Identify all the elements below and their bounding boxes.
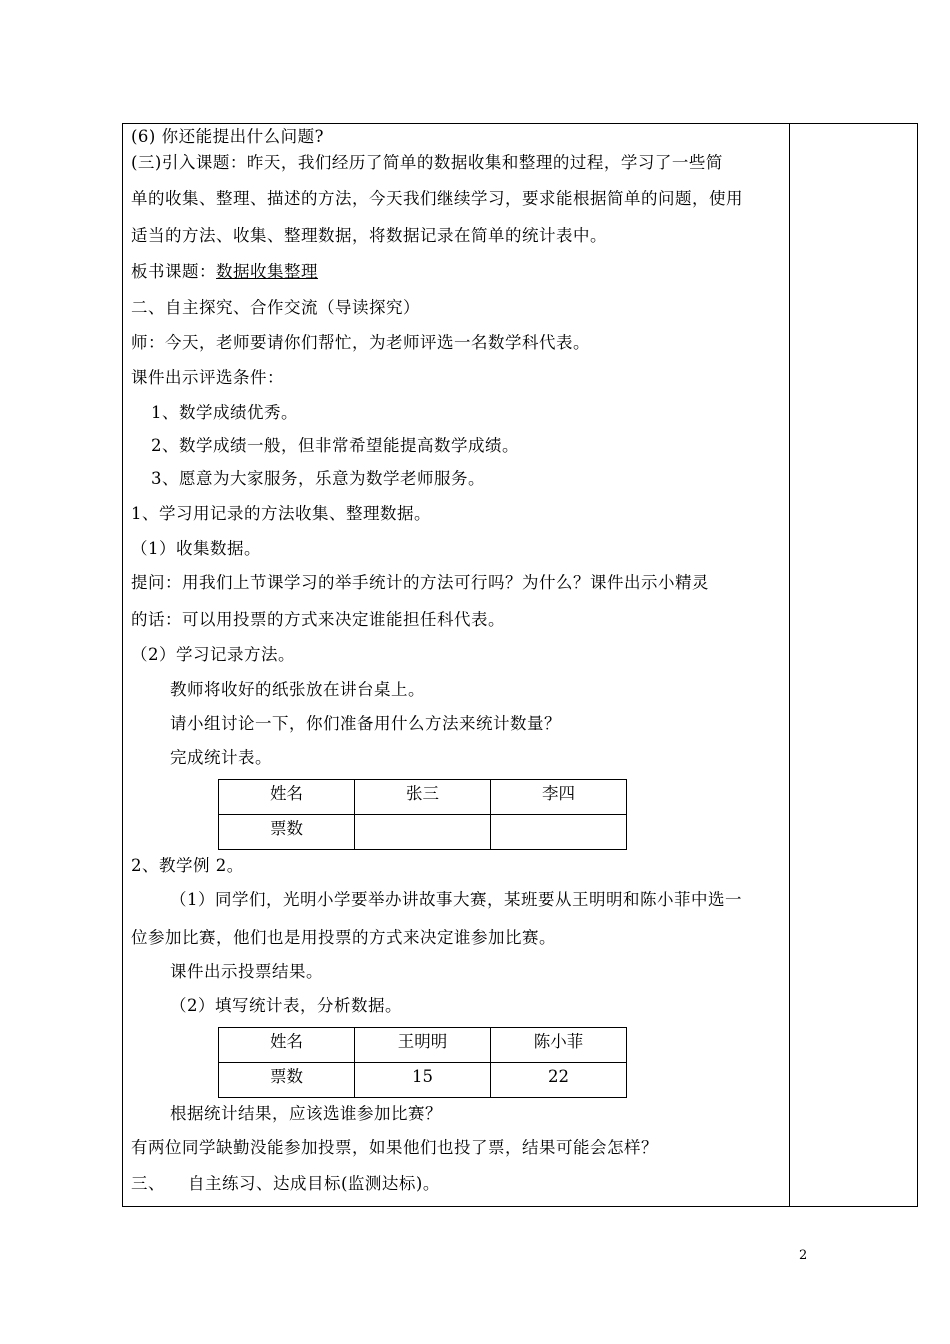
table-cell: 李四 [491, 780, 627, 815]
text-line: 完成统计表。 [170, 748, 272, 767]
section-heading: 二、自主探究、合作交流（导读探究） [131, 298, 420, 317]
text-line: (三)引入课题：昨天，我们经历了简单的数据收集和整理的过程，学习了一些简 [131, 153, 723, 172]
table-cell: 陈小菲 [491, 1028, 627, 1063]
table-cell: 15 [355, 1063, 491, 1098]
text-line [131, 262, 318, 282]
table-row [219, 1063, 627, 1098]
text-line: 的话：可以用投票的方式来决定谁能担任科代表。 [131, 610, 505, 629]
table-cell [491, 815, 627, 850]
tally-table [218, 779, 627, 850]
table-cell: 姓名 [219, 1028, 355, 1063]
text-line: 有两位同学缺勤没能参加投票，如果他们也投了票，结果可能会怎样？ [131, 1138, 658, 1157]
text-line: 单的收集、整理、描述的方法，今天我们继续学习，要求能根据简单的问题，使用 [131, 189, 743, 208]
text-line: （1）收集数据。 [131, 539, 261, 558]
section-heading: 三、 自主练习、达成目标(监测达标)。 [131, 1174, 440, 1193]
text-line: 课件出示投票结果。 [170, 962, 323, 981]
list-item: 1、数学成绩优秀。 [151, 403, 298, 422]
text-line: 1、学习用记录的方法收集、整理数据。 [131, 504, 431, 523]
table-row [219, 815, 627, 850]
table-cell: 票数 [219, 815, 355, 850]
list-item: 2、数学成绩一般，但非常希望能提高数学成绩。 [151, 436, 519, 455]
text-line: (6) 你还能提出什么问题? [131, 127, 324, 146]
column-divider [789, 124, 790, 1206]
text-line: 师：今天，老师要请你们帮忙，为老师评选一名数学科代表。 [131, 333, 590, 352]
board-title-label: 板书课题： [131, 262, 216, 281]
text-line: 位参加比赛，他们也是用投票的方式来决定谁参加比赛。 [131, 928, 556, 947]
table-cell: 张三 [355, 780, 491, 815]
vote-result-table [218, 1027, 627, 1098]
text-line: 提问：用我们上节课学习的举手统计的方法可行吗？为什么？课件出示小精灵 [131, 573, 709, 592]
text-line: 2、教学例 2。 [131, 856, 244, 875]
table-cell: 票数 [219, 1063, 355, 1098]
table-row [219, 1028, 627, 1063]
board-title: 数据收集整理 [216, 262, 318, 281]
text-line: 根据统计结果，应该选谁参加比赛？ [170, 1104, 442, 1123]
text-line: （2）学习记录方法。 [131, 645, 295, 664]
text-line: 请小组讨论一下，你们准备用什么方法来统计数量？ [170, 714, 561, 733]
table-cell [355, 815, 491, 850]
text-line: 教师将收好的纸张放在讲台桌上。 [170, 680, 425, 699]
list-item: 3、愿意为大家服务，乐意为数学老师服务。 [151, 469, 485, 488]
text-line: 课件出示评选条件： [131, 368, 284, 387]
text-line: 适当的方法、收集、整理数据，将数据记录在简单的统计表中。 [131, 226, 607, 245]
table-row [219, 780, 627, 815]
text-line: （1）同学们，光明小学要举办讲故事大赛，某班要从王明明和陈小菲中选一 [170, 890, 742, 909]
text-line: （2）填写统计表，分析数据。 [170, 996, 402, 1015]
table-cell: 22 [491, 1063, 627, 1098]
table-cell: 姓名 [219, 780, 355, 815]
page-number: 2 [799, 1248, 808, 1263]
table-cell: 王明明 [355, 1028, 491, 1063]
